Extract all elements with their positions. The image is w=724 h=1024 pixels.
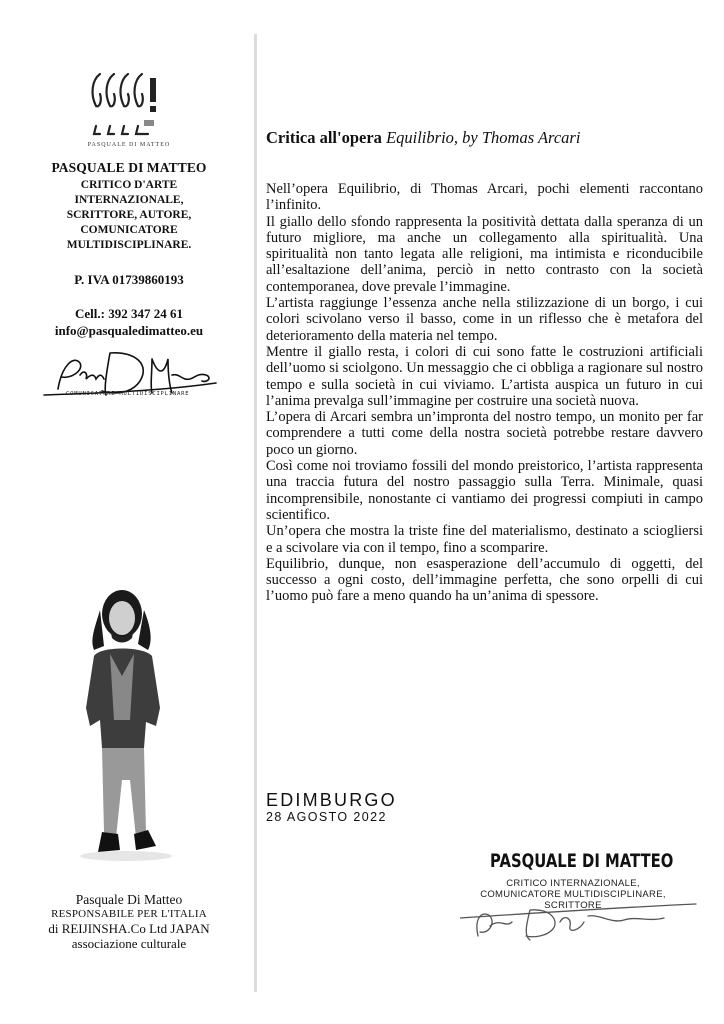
place-label: EDIMBURGO	[266, 790, 397, 810]
signature-role-line: CRITICO INTERNAZIONALE,	[506, 878, 640, 889]
phone-number: Cell.: 392 347 24 61	[75, 306, 183, 321]
article-body	[266, 181, 703, 605]
signature-subtitle: COMUNICATORE MULTIDISCIPLINARE	[66, 391, 190, 397]
paragraph: Mentre il giallo resta, i colori di cui sono fatte le costruzioni artificiali dell’uomo si sciolgono. Un messaggio che ci obbliga a ragionare sul nostro tempo e sulla società in cui viviamo. L’artista auspica un futuro in cui l’anima prevalga sull’immagine per costruire una società nuova.	[266, 343, 703, 409]
author-title-line: SCRITTORE, AUTORE,	[66, 209, 192, 221]
article-heading	[266, 128, 580, 148]
vat-number: P. IVA 01739860193	[74, 272, 184, 287]
author-title-line: MULTIDISCIPLINARE.	[66, 239, 192, 251]
author-title-line: INTERNAZIONALE,	[74, 194, 184, 206]
logo-text: PASQUALE DI MATTEO	[87, 142, 171, 148]
heading-italic: Equilibrio, by Thomas Arcari	[386, 128, 581, 147]
author-title-line: CRITICO D'ARTE	[80, 179, 178, 191]
paragraph: L’opera di Arcari sembra un’impronta del nostro tempo, un monito per far comprendere a tutti come della nostra società potrebbe restare davvero poco un giorno.	[266, 409, 703, 458]
logo-icon	[82, 64, 172, 144]
author-title-line: COMUNICATORE	[80, 224, 178, 236]
author-titles	[14, 178, 244, 253]
paragraph: Nell’opera Equilibrio, di Thomas Arcari, pochi elementi raccontano l’infinito.	[266, 181, 703, 214]
signature-name: PASQUALE DI MATTEO	[490, 850, 674, 872]
date-label: 28 AGOSTO 2022	[266, 810, 387, 824]
signature-role-line: SCRITTORE	[544, 900, 602, 911]
caption-role: RESPONSABILE PER L'ITALIA	[51, 908, 207, 920]
signature-role	[468, 878, 678, 911]
portrait-photo	[60, 580, 190, 880]
sidebar	[0, 0, 256, 1024]
caption-name: Pasquale Di Matteo	[75, 892, 183, 907]
signature-role-line: COMUNICATORE MULTIDISCIPLINARE,	[480, 889, 666, 900]
email-link[interactable]: info@pasqualedimatteo.eu	[54, 323, 204, 338]
caption-association: associazione culturale	[71, 936, 187, 951]
paragraph: Il giallo dello sfondo rappresenta la positività dettata dalla speranza di un futuro migliore, ma anche un collegamento alla spiritualità. Una spiritualità non tanto legata alle religioni, ma intimista e riconducibile all’esaltazione dell’anima, perciò in netto contrasto con la società contemporanea, dove prevale l’immagine.	[266, 213, 703, 295]
caption-organization: di REIJINSHA.Co Ltd JAPAN	[48, 921, 210, 936]
author-name: PASQUALE DI MATTEO	[51, 160, 207, 175]
paragraph: L’artista raggiunge l’essenza anche nella stilizzazione di un borgo, i cui colori scivolano verso il basso, come in un riflesso che è metafora del deterioramento della materia nel tempo.	[266, 295, 703, 344]
heading-plain: Critica all'opera	[266, 128, 387, 147]
paragraph: Così come noi troviamo fossili del mondo preistorico, l’artista rappresenta una traccia futura del nostro passaggio sulla Terra. Minimale, quasi incomprensibile, nonostante ci vantiamo dei progressi compiuti in campo scientifico.	[266, 458, 703, 523]
paragraph: Un’opera che mostra la triste fine del materialismo, destinato a sciogliersi e a scivolare via con il tempo, fino a scomparire.	[266, 523, 703, 556]
paragraph: Equilibrio, dunque, non esasperazione dell’accumulo di oggetti, del successo a ogni costo, dell’immagine perfetta, che sono orpelli di cui l’uomo può fare a meno quando ha un’anima di spessore.	[266, 555, 703, 605]
vertical-divider	[254, 34, 257, 992]
